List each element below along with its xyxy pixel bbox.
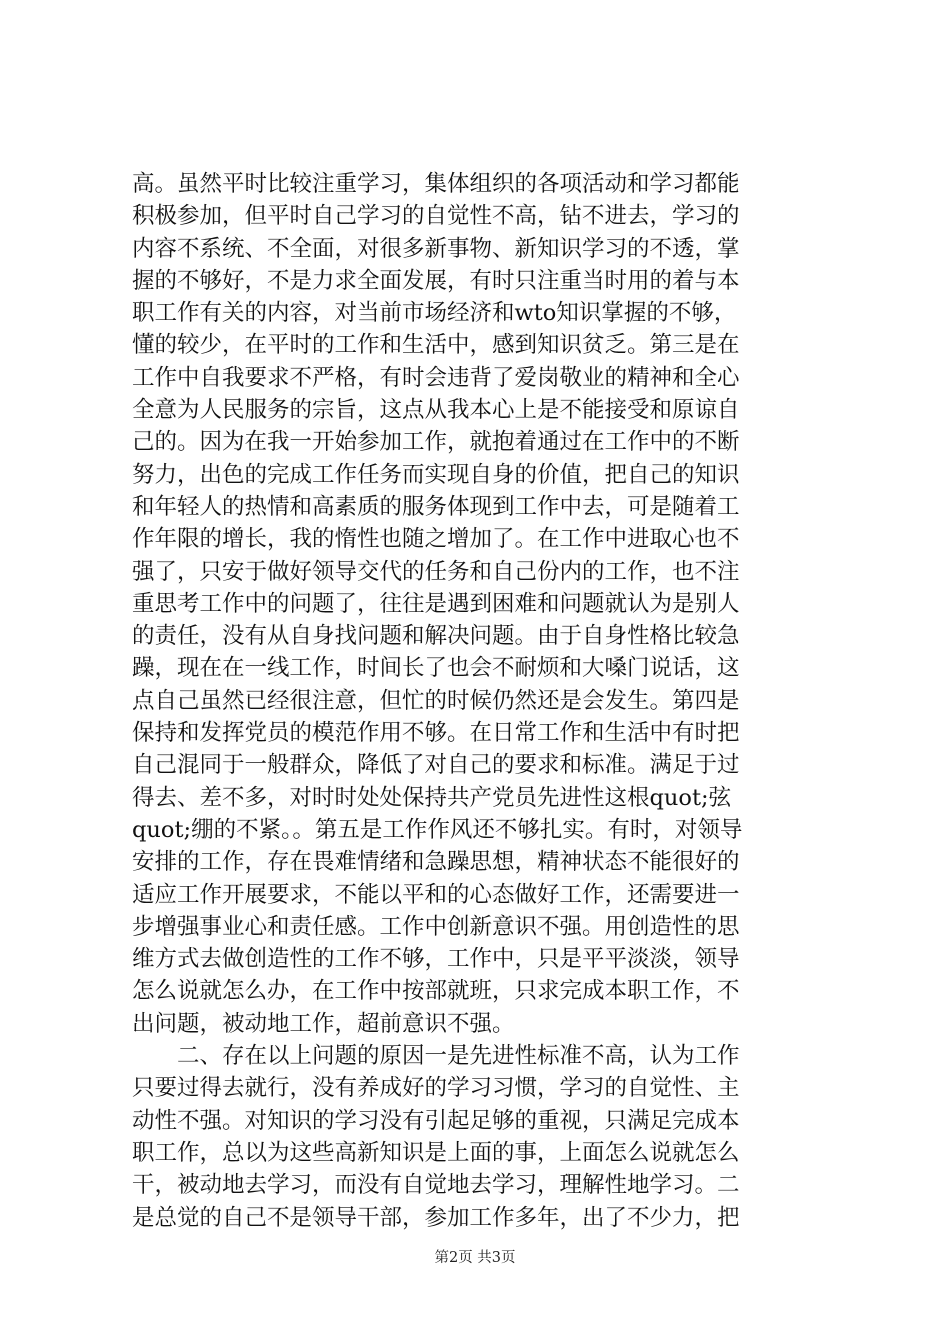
text-line: 己的。因为在我一开始参加工作，就抱着通过在工作中的不断 [132, 429, 740, 456]
text-line: 只要过得去就行，没有养成好的学习习惯，学习的自觉性、主 [132, 1075, 740, 1102]
text-line: 适应工作开展要求，不能以平和的心态做好工作，还需要进一 [132, 881, 740, 908]
page-footer: 第2页 共3页 [434, 1250, 516, 1266]
text-line: 躁，现在在一线工作，时间长了也会不耐烦和大嗓门说话，这 [132, 655, 740, 682]
text-line: 重思考工作中的问题了，往往是遇到困难和问题就认为是别人 [132, 590, 740, 617]
text-line: 懂的较少，在平时的工作和生活中，感到知识贫乏。第三是在 [132, 332, 740, 359]
paragraph-start-line: 二、存在以上问题的原因一是先进性标准不高，认为工作 [177, 1043, 740, 1070]
text-line: 点自己虽然已经很注意，但忙的时候仍然还是会发生。第四是 [132, 687, 740, 714]
text-line: 怎么说就怎么办，在工作中按部就班，只求完成本职工作，不 [132, 978, 740, 1005]
text-line: 职工作有关的内容，对当前市场经济和wto知识掌握的不够， [132, 300, 737, 327]
text-line: 步增强事业心和责任感。工作中创新意识不强。用创造性的思 [132, 913, 740, 940]
text-line: 动性不强。对知识的学习没有引起足够的重视，只满足完成本 [132, 1107, 740, 1134]
text-line: 内容不系统、不全面，对很多新事物、新知识学习的不透，掌 [132, 235, 740, 262]
text-line: 得去、差不多，对时时处处保持共产党员先进性这根quot;弦 [132, 784, 732, 811]
body-text [132, 168, 828, 1234]
text-line: quot;绷的不紧。。第五是工作作风还不够扎实。有时，对领导 [132, 816, 743, 843]
text-line: 和年轻人的热情和高素质的服务体现到工作中去，可是随着工 [132, 493, 740, 520]
text-line: 工作中自我要求不严格，有时会违背了爱岗敬业的精神和全心 [132, 364, 740, 391]
text-line: 全意为人民服务的宗旨，这点从我本心上是不能接受和原谅自 [132, 397, 740, 424]
text-line: 保持和发挥党员的模范作用不够。在日常工作和生活中有时把 [132, 720, 740, 747]
text-line: 努力，出色的完成工作任务而实现自身的价值，把自己的知识 [132, 461, 740, 488]
text-line: 干，被动地去学习，而没有自觉地去学习，理解性地学习。二 [132, 1172, 740, 1199]
text-line: 自己混同于一般群众，降低了对自己的要求和标准。满足于过 [132, 752, 740, 779]
text-line: 安排的工作，存在畏难情绪和急躁思想，精神状态不能很好的 [132, 849, 740, 876]
text-line: 是总觉的自己不是领导干部，参加工作多年，出了不少力，把 [132, 1204, 740, 1231]
text-line: 握的不够好，不是力求全面发展，有时只注重当时用的着与本 [132, 267, 740, 294]
text-line: 的责任，没有从自身找问题和解决问题。由于自身性格比较急 [132, 623, 740, 650]
text-line: 出问题，被动地工作，超前意识不强。 [132, 1010, 515, 1037]
text-line: 积极参加，但平时自己学习的自觉性不高，钻不进去，学习的 [132, 203, 740, 230]
text-line: 作年限的增长，我的惰性也随之增加了。在工作中进取心也不 [132, 526, 740, 553]
text-line: 职工作，总以为这些高新知识是上面的事，上面怎么说就怎么 [132, 1139, 740, 1166]
text-line: 高。虽然平时比较注重学习，集体组织的各项活动和学习都能 [132, 171, 740, 197]
text-line: 强了，只安于做好领导交代的任务和自己份内的工作，也不注 [132, 558, 740, 585]
text-line: 维方式去做创造性的工作不够，工作中，只是平平淡淡，领导 [132, 946, 740, 973]
